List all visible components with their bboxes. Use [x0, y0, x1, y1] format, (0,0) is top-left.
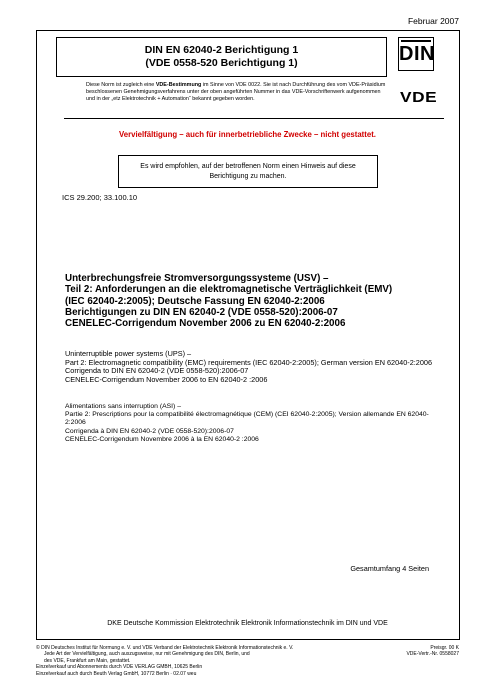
- title-german-line: Berichtigungen zu DIN EN 62040-2 (VDE 0558-520):2006-07: [65, 306, 338, 318]
- header-divider: [64, 118, 444, 119]
- total-pages: Gesamtumfang 4 Seiten: [350, 564, 429, 573]
- footer-line: Einzelverkauf auch durch Beuth Verlag GmbH, 10772 Berlin · 02.07 weu: [36, 670, 197, 677]
- copy-warning: Vervielfältigung – auch für innerbetriebliche Zwecke – nicht gestattet.: [119, 130, 376, 139]
- title-german-line: CENELEC-Corrigendum November 2006 zu EN 62040-2:2006: [65, 318, 346, 330]
- title-french-line: Partie 2: Prescriptions pour la compatibilité électromagnétique (CEM) (CEI 62040-2:2005); Version allemande EN 62040-2:2006: [65, 411, 429, 427]
- din-logo: [398, 37, 434, 71]
- document-title-line-2: (VDE 0558-520 Berichtigung 1): [145, 57, 298, 69]
- title-english-line: Uninterruptible power systems (UPS) –: [65, 349, 192, 358]
- din-logo-text: DIN: [399, 43, 435, 65]
- title-english-line: Part 2: Electromagnetic compatibility (EMC) requirements (IEC 62040-2:2005); German version EN 62040-2:2006: [65, 357, 433, 367]
- footer-price: [406, 645, 459, 658]
- publication-date: Februar 2007: [407, 16, 459, 26]
- hint-box: [118, 155, 378, 188]
- vde-note-rest: im Sinne von VDE 0022. Sie ist nach Durchführung des vom VDE-Präsidium beschlossenen Genehmigungsverfahrens unter der oben angeführten Nummer in das VDE-Vorschriftenwerk aufgenommen und in der „etz Elektrotechnik + Automation“ bekannt gegeben worden.: [86, 82, 386, 102]
- title-french-line: Alimentations sans interruption (ASI) –: [65, 403, 181, 410]
- footer-line: Jede Art der Vervielfältigung, auch auszugsweise, nur mit Genehmigung des DIN, Berlin, und: [44, 651, 250, 658]
- title-english-line: Corrigenda to DIN EN 62040-2 (VDE 0558-520):2006-07: [65, 366, 249, 376]
- vde-order-number: VDE-Vertr.-Nr. 0558027: [406, 651, 459, 658]
- footer-copyright: [36, 645, 396, 677]
- vde-note: [86, 82, 386, 103]
- title-german-line: Teil 2: Anforderungen an die elektromagnetische Verträglichkeit (EMV): [65, 284, 393, 296]
- title-german-line: Unterbrechungsfreie Stromversorgungssysteme (USV) –: [65, 273, 329, 284]
- footer-line: © DIN Deutsches Institut für Normung e. V. und VDE Verband der Elektrotechnik Elektronik Informationstechnik e. V.: [36, 645, 294, 651]
- title-german-line: (IEC 62040-2:2005); Deutsche Fassung EN 62040-2:2006: [65, 295, 325, 307]
- footer-line: Einzelverkauf und Abonnements durch VDE VERLAG GMBH, 10625 Berlin: [36, 664, 203, 671]
- title-french: [65, 403, 445, 444]
- price-group: Preisgr. 00 K: [430, 645, 459, 651]
- title-french-line: Corrigenda à DIN EN 62040-2 (VDE 0558-520):2006-07: [65, 427, 234, 435]
- dke-line: DKE Deutsche Kommission Elektrotechnik Elektronik Informationstechnik im DIN und VDE: [107, 620, 388, 627]
- hint-text: Es wird empfohlen, auf der betroffenen Norm einen Hinweis auf diese Berichtigung zu machen.: [140, 163, 356, 180]
- title-german: [65, 273, 445, 329]
- vde-note-prefix: Diese Norm ist zugleich eine: [86, 82, 156, 88]
- page-frame: [36, 30, 460, 640]
- footer-line: des VDE, Frankfurt am Main, gestattet.: [44, 657, 131, 664]
- vde-logo: [400, 89, 438, 106]
- document-title-line-1: DIN EN 62040-2 Berichtigung 1: [144, 44, 299, 56]
- din-logo-bar: [401, 40, 431, 42]
- vde-note-bold: VDE-Bestimmung: [155, 82, 202, 88]
- title-english-line: CENELEC-Corrigendum November 2006 to EN 62040-2 :2006: [65, 374, 268, 384]
- title-english: [65, 350, 445, 384]
- ics-code: ICS 29.200; 33.100.10: [62, 193, 138, 202]
- vde-logo-text: VDE: [400, 89, 438, 106]
- title-french-line: CENELEC-Corrigendum Novembre 2006 à la EN 62040-2 :2006: [65, 435, 259, 443]
- document-title-box: [56, 37, 387, 77]
